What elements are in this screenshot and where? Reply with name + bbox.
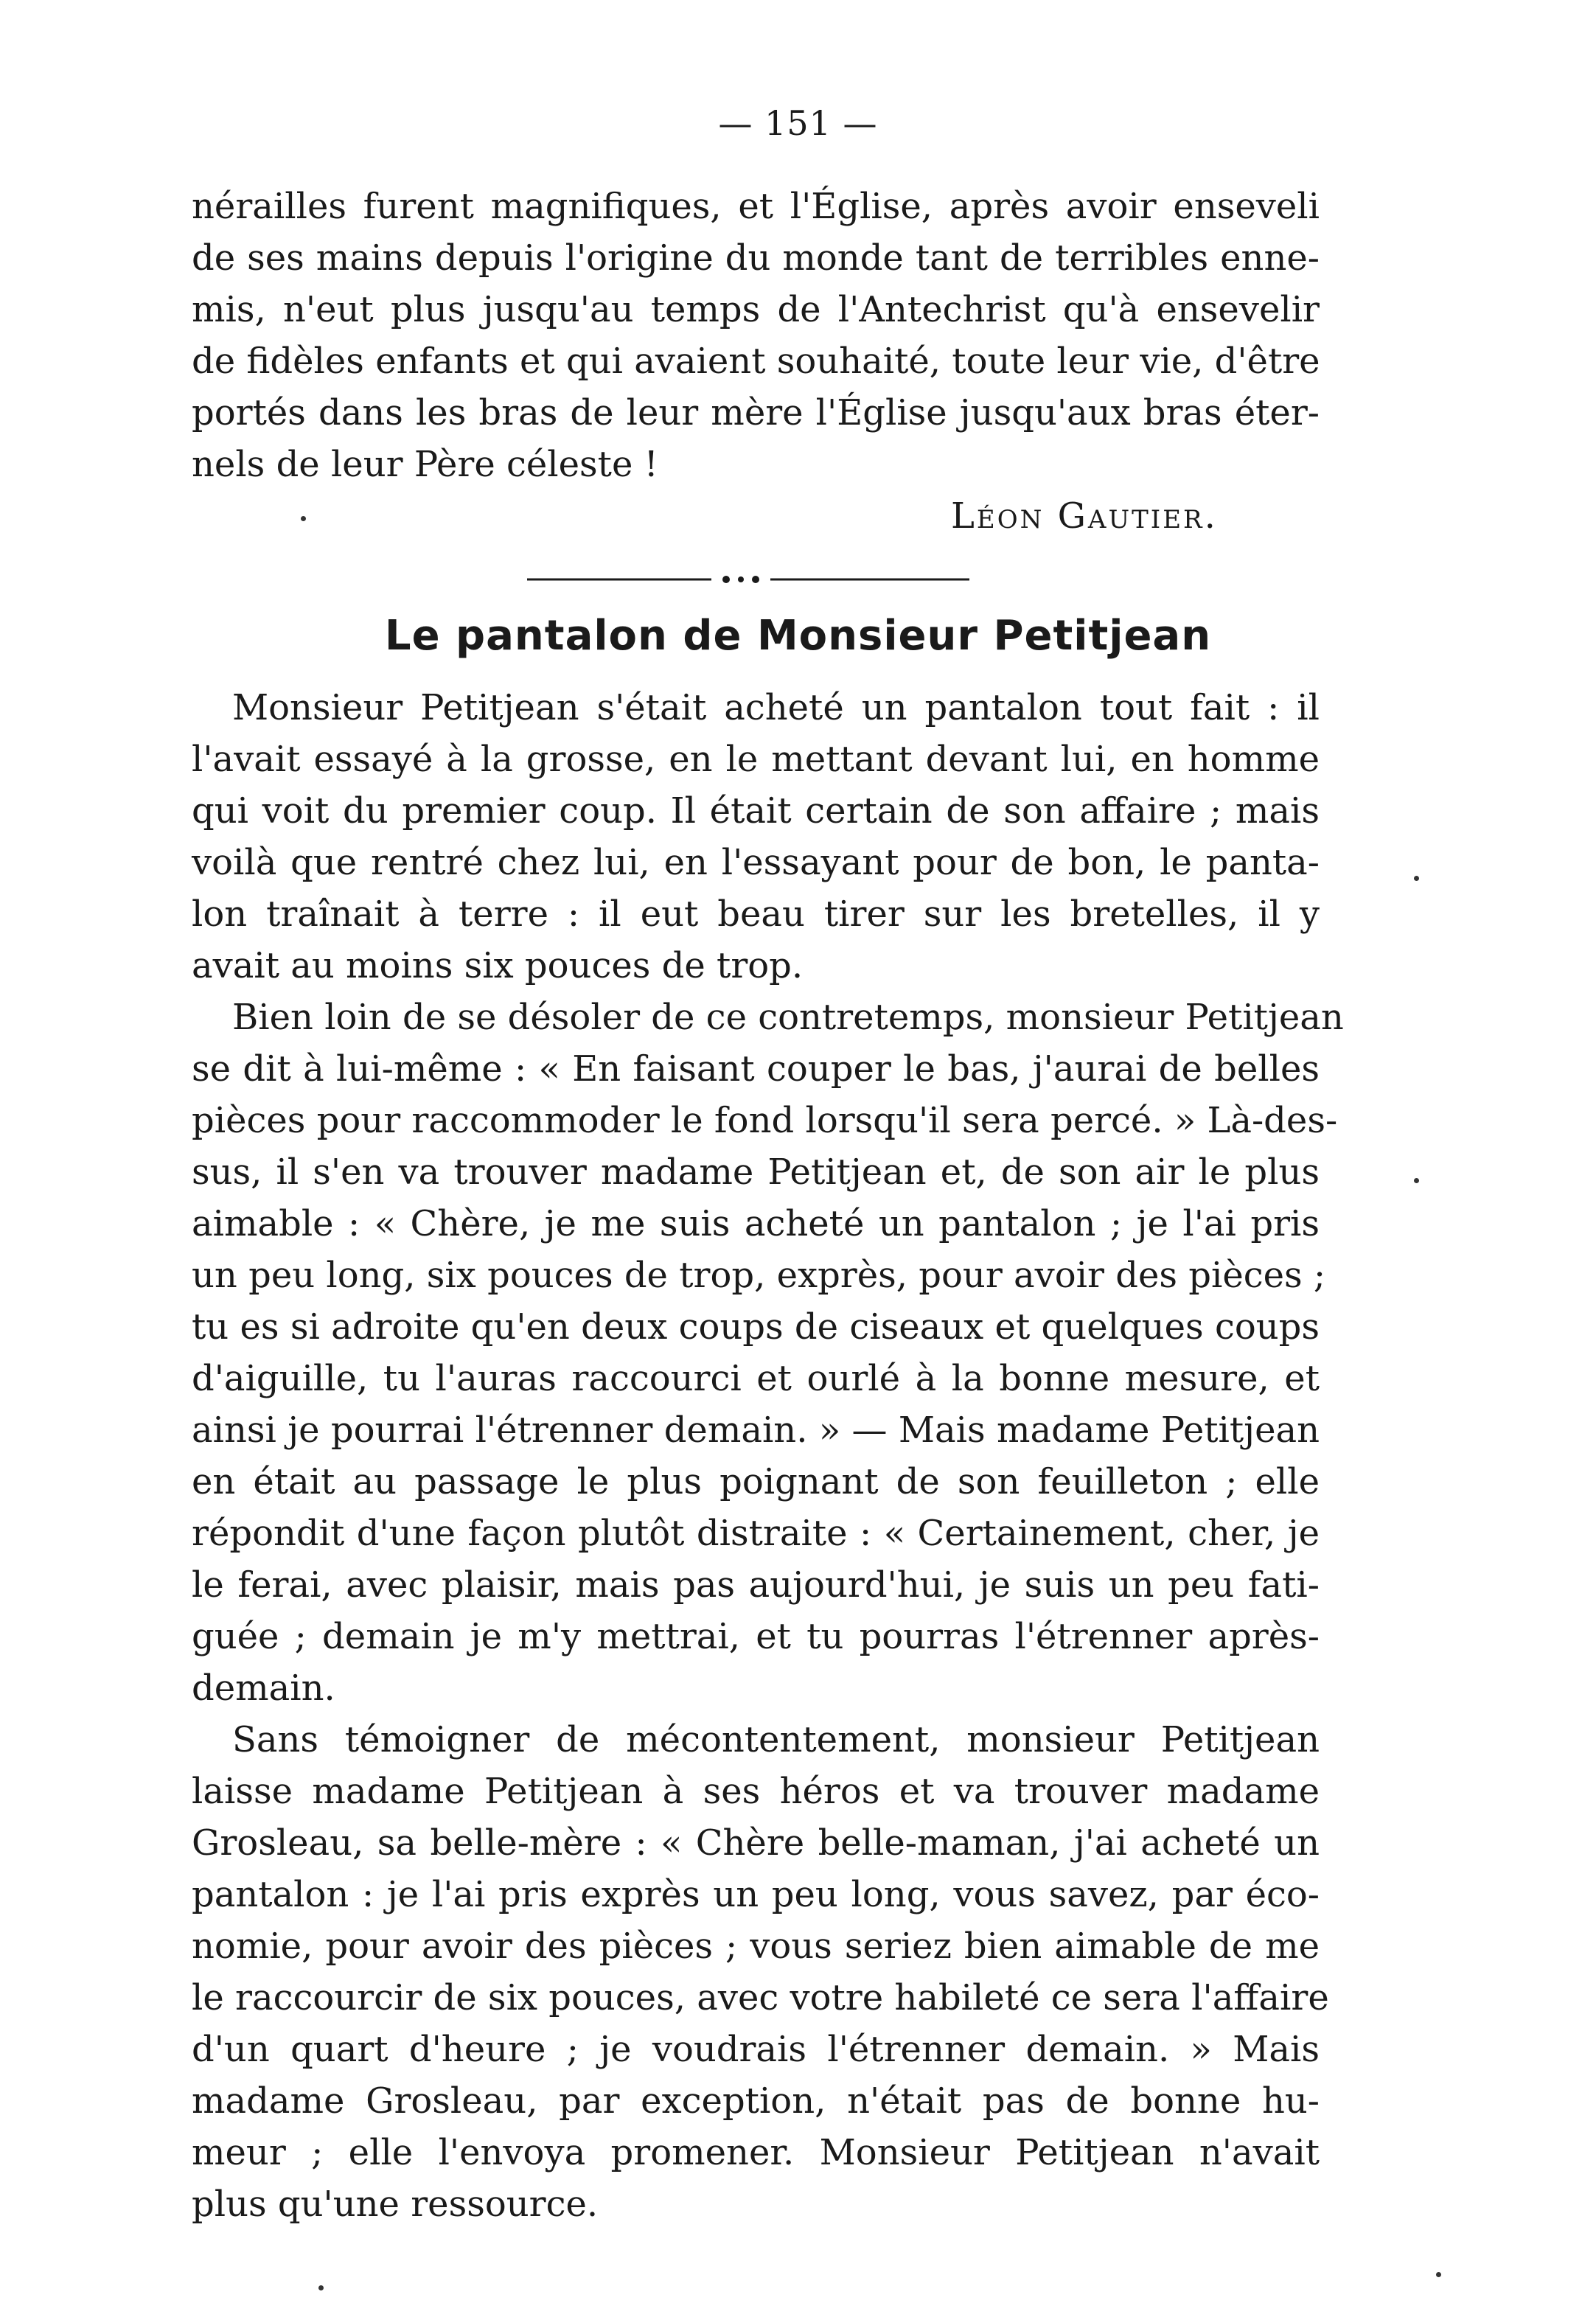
page-number: — 151 — <box>718 103 878 143</box>
story-line: d'un quart d'heure ; je voudrais l'étrenner demain. » Mais <box>192 2029 1320 2070</box>
scan-speck <box>318 2285 324 2290</box>
story-line: pantalon : je l'ai pris exprès un peu long, vous savez, par éco- <box>192 1874 1320 1915</box>
scan-speck <box>1436 2272 1441 2277</box>
story-line: voilà que rentré chez lui, en l'essayant pour de bon, le panta- <box>192 842 1320 883</box>
story-line: avait au moins six pouces de trop. <box>192 945 804 986</box>
story-line: l'avait essayé à la grosse, en le mettant devant lui, en homme <box>192 739 1320 780</box>
story-line: un peu long, six pouces de trop, exprès, pour avoir des pièces ; <box>192 1255 1326 1296</box>
intro-line: de fidèles enfants et qui avaient souhaité, toute leur vie, d'être <box>192 341 1320 382</box>
story-line: nomie, pour avoir des pièces ; vous seriez bien aimable de me <box>192 1926 1320 1967</box>
story-line: d'aiguille, tu l'auras raccourci et ourlé à la bonne mesure, et <box>192 1358 1320 1399</box>
story-line: Bien loin de se désoler de ce contretemps, monsieur Petitjean <box>232 997 1344 1038</box>
article-title: Le pantalon de Monsieur Petitjean <box>384 612 1212 660</box>
intro-line: mis, n'eut plus jusqu'au temps de l'Antechrist qu'à ensevelir <box>192 289 1320 330</box>
story-line: le ferai, avec plaisir, mais pas aujourd'hui, je suis un peu fati- <box>192 1564 1320 1606</box>
story-line: ainsi je pourrai l'étrenner demain. » — Mais madame Petitjean <box>192 1410 1320 1451</box>
story-line: en était au passage le plus poignant de son feuilleton ; elle <box>192 1461 1320 1502</box>
story-line: meur ; elle l'envoya promener. Monsieur Petitjean n'avait <box>192 2132 1320 2173</box>
story-line: répondit d'une façon plutôt distraite : « Certainement, cher, je <box>192 1513 1320 1554</box>
scan-speck <box>301 516 306 521</box>
story-line: lon traînait à terre : il eut beau tirer sur les bretelles, il y <box>192 893 1320 935</box>
story-line: Sans témoigner de mécontentement, monsieur Petitjean <box>232 1719 1320 1760</box>
story-line: demain. <box>192 1668 335 1709</box>
intro-line: nels de leur Père céleste ! <box>192 444 658 485</box>
scan-speck <box>1414 876 1419 881</box>
intro-line: portés dans les bras de leur mère l'Église jusqu'aux bras éter- <box>192 392 1320 433</box>
story-line: Grosleau, sa belle-mère : « Chère belle-maman, j'ai acheté un <box>192 1822 1320 1864</box>
story-line: se dit à lui-même : « En faisant couper le bas, j'aurai de belles <box>192 1048 1320 1090</box>
story-line: aimable : « Chère, je me suis acheté un pantalon ; je l'ai pris <box>192 1203 1320 1244</box>
story-line: qui voit du premier coup. Il était certain de son affaire ; mais <box>192 790 1320 832</box>
story-line: guée ; demain je m'y mettrai, et tu pourras l'étrenner après- <box>192 1616 1320 1657</box>
story-line: pièces pour raccommoder le fond lorsqu'il sera percé. » Là-des- <box>192 1100 1338 1141</box>
story-line: le raccourcir de six pouces, avec votre habileté ce sera l'affaire <box>192 1977 1329 2018</box>
story-line: tu es si adroite qu'en deux coups de ciseaux et quelques coups <box>192 1306 1320 1348</box>
story-line: madame Grosleau, par exception, n'était pas de bonne hu- <box>192 2080 1320 2122</box>
intro-line: nérailles furent magnifiques, et l'Église, après avoir enseveli <box>192 186 1320 227</box>
story-line: laisse madame Petitjean à ses héros et va trouver madame <box>192 1771 1320 1812</box>
intro-line: de ses mains depuis l'origine du monde tant de terribles enne- <box>192 237 1320 279</box>
story-line: Monsieur Petitjean s'était acheté un pantalon tout fait : il <box>232 687 1320 728</box>
author-signature: Léon Gautier. <box>951 495 1218 537</box>
section-divider <box>527 574 969 585</box>
scan-speck <box>1414 1178 1419 1183</box>
story-line: sus, il s'en va trouver madame Petitjean et, de son air le plus <box>192 1151 1320 1193</box>
story-line: plus qu'une ressource. <box>192 2184 599 2225</box>
